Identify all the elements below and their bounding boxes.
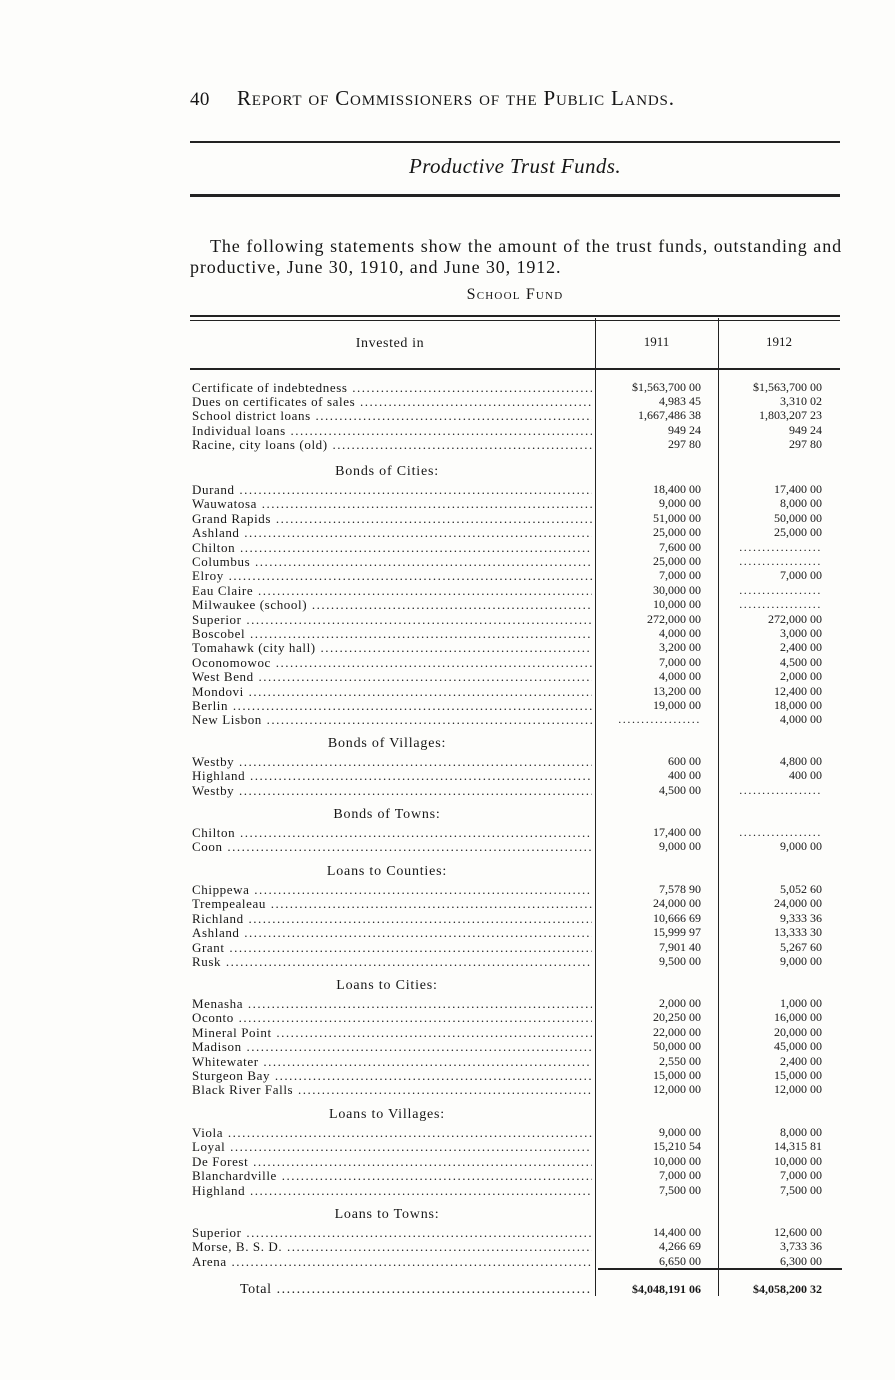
row-value-1911: 7,000 00 — [659, 1168, 701, 1182]
row-value-1912: 14,315 81 — [774, 1139, 822, 1153]
row-value-1911: 22,000 00 — [653, 1025, 701, 1039]
total-row — [192, 1282, 842, 1297]
row-label: Wauwatosa ..... — [192, 496, 592, 511]
row-label: Westby ..... — [192, 783, 592, 798]
row-value-1911: 7,600 00 — [659, 540, 701, 554]
table-row — [192, 655, 842, 670]
table-row — [192, 1010, 842, 1025]
row-value-1912: 5,052 60 — [780, 882, 822, 896]
row-label: Highland ..... — [192, 1183, 592, 1198]
row-label: Richland ..... — [192, 911, 592, 926]
table-row — [192, 640, 842, 655]
row-value-1911: 10,000 00 — [653, 597, 701, 611]
row-value-1911: 9,000 00 — [659, 1125, 701, 1139]
table-row — [192, 669, 842, 684]
row-value-1911: 10,666 69 — [653, 911, 701, 925]
row-label: Viola ..... — [192, 1125, 592, 1140]
row-value-1912: 4,800 00 — [780, 754, 822, 768]
row-value-1911: 20,250 00 — [653, 1010, 701, 1024]
row-label: Individual loans ..... — [192, 423, 592, 438]
row-value-1912: 8,000 00 — [780, 1125, 822, 1139]
row-value-1912: 3,733 36 — [780, 1239, 822, 1253]
row-value-1912: 25,000 00 — [774, 525, 822, 539]
row-value-1911: 14,400 00 — [653, 1225, 701, 1239]
row-value-1911: 25,000 00 — [653, 554, 701, 568]
table-row — [192, 394, 842, 409]
fund-title: School Fund — [466, 286, 564, 303]
row-value-1912: 7,000 00 — [780, 568, 822, 582]
row-label: Chilton ..... — [192, 825, 592, 840]
table-row — [192, 597, 842, 612]
row-label: Boscobel ..... — [192, 626, 592, 641]
table-row — [192, 1082, 842, 1097]
table-header — [190, 320, 840, 370]
row-value-1911: 19,000 00 — [653, 698, 701, 712]
row-label: Chippewa ..... — [192, 882, 592, 897]
row-label: Durand ..... — [192, 482, 592, 497]
row-value-1912: 18,000 00 — [774, 698, 822, 712]
table-row — [192, 911, 842, 926]
row-value-1911: 7,000 00 — [659, 655, 701, 669]
row-label: Mineral Point ..... — [192, 1025, 592, 1040]
row-value-1911: $4,048,191 06 — [632, 1282, 701, 1296]
row-label: School district loans ..... — [192, 408, 592, 423]
row-value-1911: 4,983 45 — [659, 394, 701, 408]
row-label: Chilton ..... — [192, 540, 592, 555]
row-value-1912: .................. — [739, 825, 822, 839]
table-row — [192, 568, 842, 583]
group-heading: Bonds of Towns: — [333, 807, 441, 822]
page-number: 40 — [190, 89, 210, 110]
row-value-1912: 4,000 00 — [780, 712, 822, 726]
row-label: Trempealeau ..... — [192, 896, 592, 911]
row-value-1912: 12,000 00 — [774, 1082, 822, 1096]
row-value-1911: 7,500 00 — [659, 1183, 701, 1197]
row-label: Berlin ..... — [192, 698, 592, 713]
row-value-1911: 15,000 00 — [653, 1068, 701, 1082]
row-label: Morse, B. S. D. ..... — [192, 1239, 592, 1254]
row-value-1912: 13,333 30 — [774, 925, 822, 939]
group-heading: Bonds of Cities: — [335, 464, 439, 479]
row-value-1912: 2,000 00 — [780, 669, 822, 683]
row-label: Ashland ..... — [192, 925, 592, 940]
row-label: Superior ..... — [192, 612, 592, 627]
total-label: Total ..... — [240, 1282, 592, 1297]
row-label: Superior ..... — [192, 1225, 592, 1240]
row-label: Elroy ..... — [192, 568, 592, 583]
table-row — [192, 437, 842, 452]
table-row — [192, 1125, 842, 1140]
row-value-1911: 25,000 00 — [653, 525, 701, 539]
table-row — [192, 583, 842, 598]
row-value-1911: 17,400 00 — [653, 825, 701, 839]
table-row — [192, 896, 842, 911]
table-row — [192, 626, 842, 641]
row-value-1912: 2,400 00 — [780, 1054, 822, 1068]
row-label: Loyal ..... — [192, 1139, 592, 1154]
row-label: Whitewater ..... — [192, 1054, 592, 1069]
table-row — [192, 1225, 842, 1240]
row-value-1911: 4,500 00 — [659, 783, 701, 797]
row-value-1912: 6,300 00 — [780, 1254, 822, 1268]
row-value-1912: 272,000 00 — [768, 612, 822, 626]
row-value-1912: 3,310 02 — [780, 394, 822, 408]
row-label: Tomahawk (city hall) ..... — [192, 640, 592, 655]
row-value-1911: 9,000 00 — [659, 496, 701, 510]
row-label: New Lisbon ..... — [192, 712, 592, 727]
row-value-1912: 50,000 00 — [774, 511, 822, 525]
row-value-1912: 8,000 00 — [780, 496, 822, 510]
table-row — [192, 540, 842, 555]
row-value-1912: 1,000 00 — [780, 996, 822, 1010]
group-heading: Loans to Villages: — [329, 1107, 445, 1122]
row-value-1911: .................. — [618, 712, 701, 726]
row-value-1911: 600 00 — [668, 754, 701, 768]
row-value-1912: 9,000 00 — [780, 839, 822, 853]
section-title: Productive Trust Funds. — [408, 154, 621, 178]
row-value-1912: 12,600 00 — [774, 1225, 822, 1239]
table-row — [192, 925, 842, 940]
table-row — [192, 768, 842, 783]
row-value-1911: 949 24 — [668, 423, 701, 437]
row-label: West Bend ..... — [192, 669, 592, 684]
row-value-1911: 7,000 00 — [659, 568, 701, 582]
row-label: Ashland ..... — [192, 525, 592, 540]
table-row — [192, 511, 842, 526]
row-value-1912: 3,000 00 — [780, 626, 822, 640]
row-value-1912: 12,400 00 — [774, 684, 822, 698]
row-value-1911: 297 80 — [668, 437, 701, 451]
row-value-1911: $1,563,700 00 — [632, 380, 701, 394]
row-value-1912: .................. — [739, 597, 822, 611]
table-row — [192, 612, 842, 627]
row-value-1911: 15,210 54 — [653, 1139, 701, 1153]
running-head — [190, 86, 840, 111]
row-label: Milwaukee (school) ..... — [192, 597, 592, 612]
row-value-1912: 7,000 00 — [780, 1168, 822, 1182]
row-value-1911: 15,999 97 — [653, 925, 701, 939]
row-value-1912: 24,000 00 — [774, 896, 822, 910]
table-row — [192, 525, 842, 540]
table-row — [192, 1154, 842, 1169]
table-row — [192, 496, 842, 511]
row-value-1912: 9,333 36 — [780, 911, 822, 925]
row-value-1912: 4,500 00 — [780, 655, 822, 669]
row-label: Blanchardville ..... — [192, 1168, 592, 1183]
row-value-1912: $4,058,200 32 — [753, 1282, 822, 1296]
row-label: De Forest ..... — [192, 1154, 592, 1169]
row-value-1912: 297 80 — [789, 437, 822, 451]
row-label: Highland ..... — [192, 768, 592, 783]
table-row — [192, 940, 842, 955]
row-label: Oconto ..... — [192, 1010, 592, 1025]
table-row — [192, 1168, 842, 1183]
row-value-1912: 5,267 60 — [780, 940, 822, 954]
row-value-1912: .................. — [739, 583, 822, 597]
table-row — [192, 380, 842, 395]
row-value-1912: 16,000 00 — [774, 1010, 822, 1024]
row-label: Westby ..... — [192, 754, 592, 769]
table-row — [192, 684, 842, 699]
row-value-1911: 400 00 — [668, 768, 701, 782]
row-label: Racine, city loans (old) ..... — [192, 437, 592, 452]
row-value-1912: 400 00 — [789, 768, 822, 782]
row-label: Certificate of indebtedness ..... — [192, 380, 592, 395]
row-label: Columbus ..... — [192, 554, 592, 569]
row-label: Oconomowoc ..... — [192, 655, 592, 670]
row-value-1911: 4,000 00 — [659, 669, 701, 683]
row-label: Menasha ..... — [192, 996, 592, 1011]
row-value-1911: 18,400 00 — [653, 482, 701, 496]
row-value-1911: 12,000 00 — [653, 1082, 701, 1096]
row-value-1911: 10,000 00 — [653, 1154, 701, 1168]
row-value-1911: 50,000 00 — [653, 1039, 701, 1053]
row-value-1912: .................. — [739, 783, 822, 797]
row-value-1911: 24,000 00 — [653, 896, 701, 910]
row-label: Grand Rapids ..... — [192, 511, 592, 526]
table-row — [192, 754, 842, 769]
intro-paragraph: The following statements show the amount of the trust funds, outstanding and productive, June 30, 1910, and June 30, 1912. — [190, 236, 842, 277]
row-label: Sturgeon Bay ..... — [192, 1068, 592, 1083]
table-row — [192, 825, 842, 840]
row-label: Grant ..... — [192, 940, 592, 955]
column-header-1911: 1911 — [643, 334, 670, 349]
row-value-1911: 272,000 00 — [647, 612, 701, 626]
table-row — [192, 554, 842, 569]
group-heading: Bonds of Villages: — [327, 736, 447, 751]
table-row — [192, 1068, 842, 1083]
row-value-1912: 45,000 00 — [774, 1039, 822, 1053]
row-value-1911: 6,650 00 — [659, 1254, 701, 1268]
row-value-1911: 51,000 00 — [653, 511, 701, 525]
table-row — [192, 996, 842, 1011]
row-value-1912: 1,803,207 23 — [759, 408, 822, 422]
row-value-1912: 15,000 00 — [774, 1068, 822, 1082]
row-value-1911: 7,578 90 — [659, 882, 701, 896]
table-row — [192, 1254, 842, 1269]
row-value-1911: 30,000 00 — [653, 583, 701, 597]
row-value-1911: 7,901 40 — [659, 940, 701, 954]
row-value-1911: 13,200 00 — [653, 684, 701, 698]
table-row — [192, 698, 842, 713]
row-value-1911: 4,266 69 — [659, 1239, 701, 1253]
row-label: Madison ..... — [192, 1039, 592, 1054]
table-row — [192, 1139, 842, 1154]
title-rule-bottom — [190, 194, 840, 197]
row-value-1912: 7,500 00 — [780, 1183, 822, 1197]
row-value-1912: 9,000 00 — [780, 954, 822, 968]
table-row — [192, 408, 842, 423]
table-row — [192, 882, 842, 897]
row-label: Black River Falls ..... — [192, 1082, 592, 1097]
table-row — [192, 783, 842, 798]
table-row — [192, 712, 842, 727]
row-label: Eau Claire ..... — [192, 583, 592, 598]
row-value-1911: 2,550 00 — [659, 1054, 701, 1068]
row-value-1911: 4,000 00 — [659, 626, 701, 640]
table-row — [192, 1054, 842, 1069]
group-heading: Loans to Towns: — [334, 1207, 440, 1222]
table-row — [192, 1183, 842, 1198]
row-label: Arena ..... — [192, 1254, 592, 1269]
row-value-1912: 10,000 00 — [774, 1154, 822, 1168]
row-value-1912: .................. — [739, 540, 822, 554]
table-row — [192, 1239, 842, 1254]
row-label: Mondovi ..... — [192, 684, 592, 699]
row-value-1911: 9,500 00 — [659, 954, 701, 968]
row-label: Coon ..... — [192, 839, 592, 854]
row-value-1912: .................. — [739, 554, 822, 568]
row-value-1912: 949 24 — [789, 423, 822, 437]
row-label: Rusk ..... — [192, 954, 592, 969]
row-value-1912: 17,400 00 — [774, 482, 822, 496]
table-row — [192, 482, 842, 497]
group-heading: Loans to Cities: — [336, 978, 438, 993]
row-value-1911: 1,667,486 38 — [638, 408, 701, 422]
running-title: Report of Commissioners of the Public Lands. — [236, 86, 675, 110]
table-row — [192, 1039, 842, 1054]
row-value-1912: $1,563,700 00 — [753, 380, 822, 394]
column-header-invested: Invested in — [355, 336, 425, 351]
row-value-1911: 3,200 00 — [659, 640, 701, 654]
table-rule-top — [190, 315, 840, 317]
row-value-1912: 2,400 00 — [780, 640, 822, 654]
table-row — [192, 1025, 842, 1040]
group-heading: Loans to Counties: — [326, 864, 448, 879]
row-value-1911: 2,000 00 — [659, 996, 701, 1010]
row-label: Dues on certificates of sales ..... — [192, 394, 592, 409]
table-row — [192, 423, 842, 438]
column-header-1912: 1912 — [766, 334, 792, 349]
table-row — [192, 839, 842, 854]
title-rule-top — [190, 141, 840, 143]
row-value-1912: 20,000 00 — [774, 1025, 822, 1039]
table-row — [192, 954, 842, 969]
row-value-1911: 9,000 00 — [659, 839, 701, 853]
